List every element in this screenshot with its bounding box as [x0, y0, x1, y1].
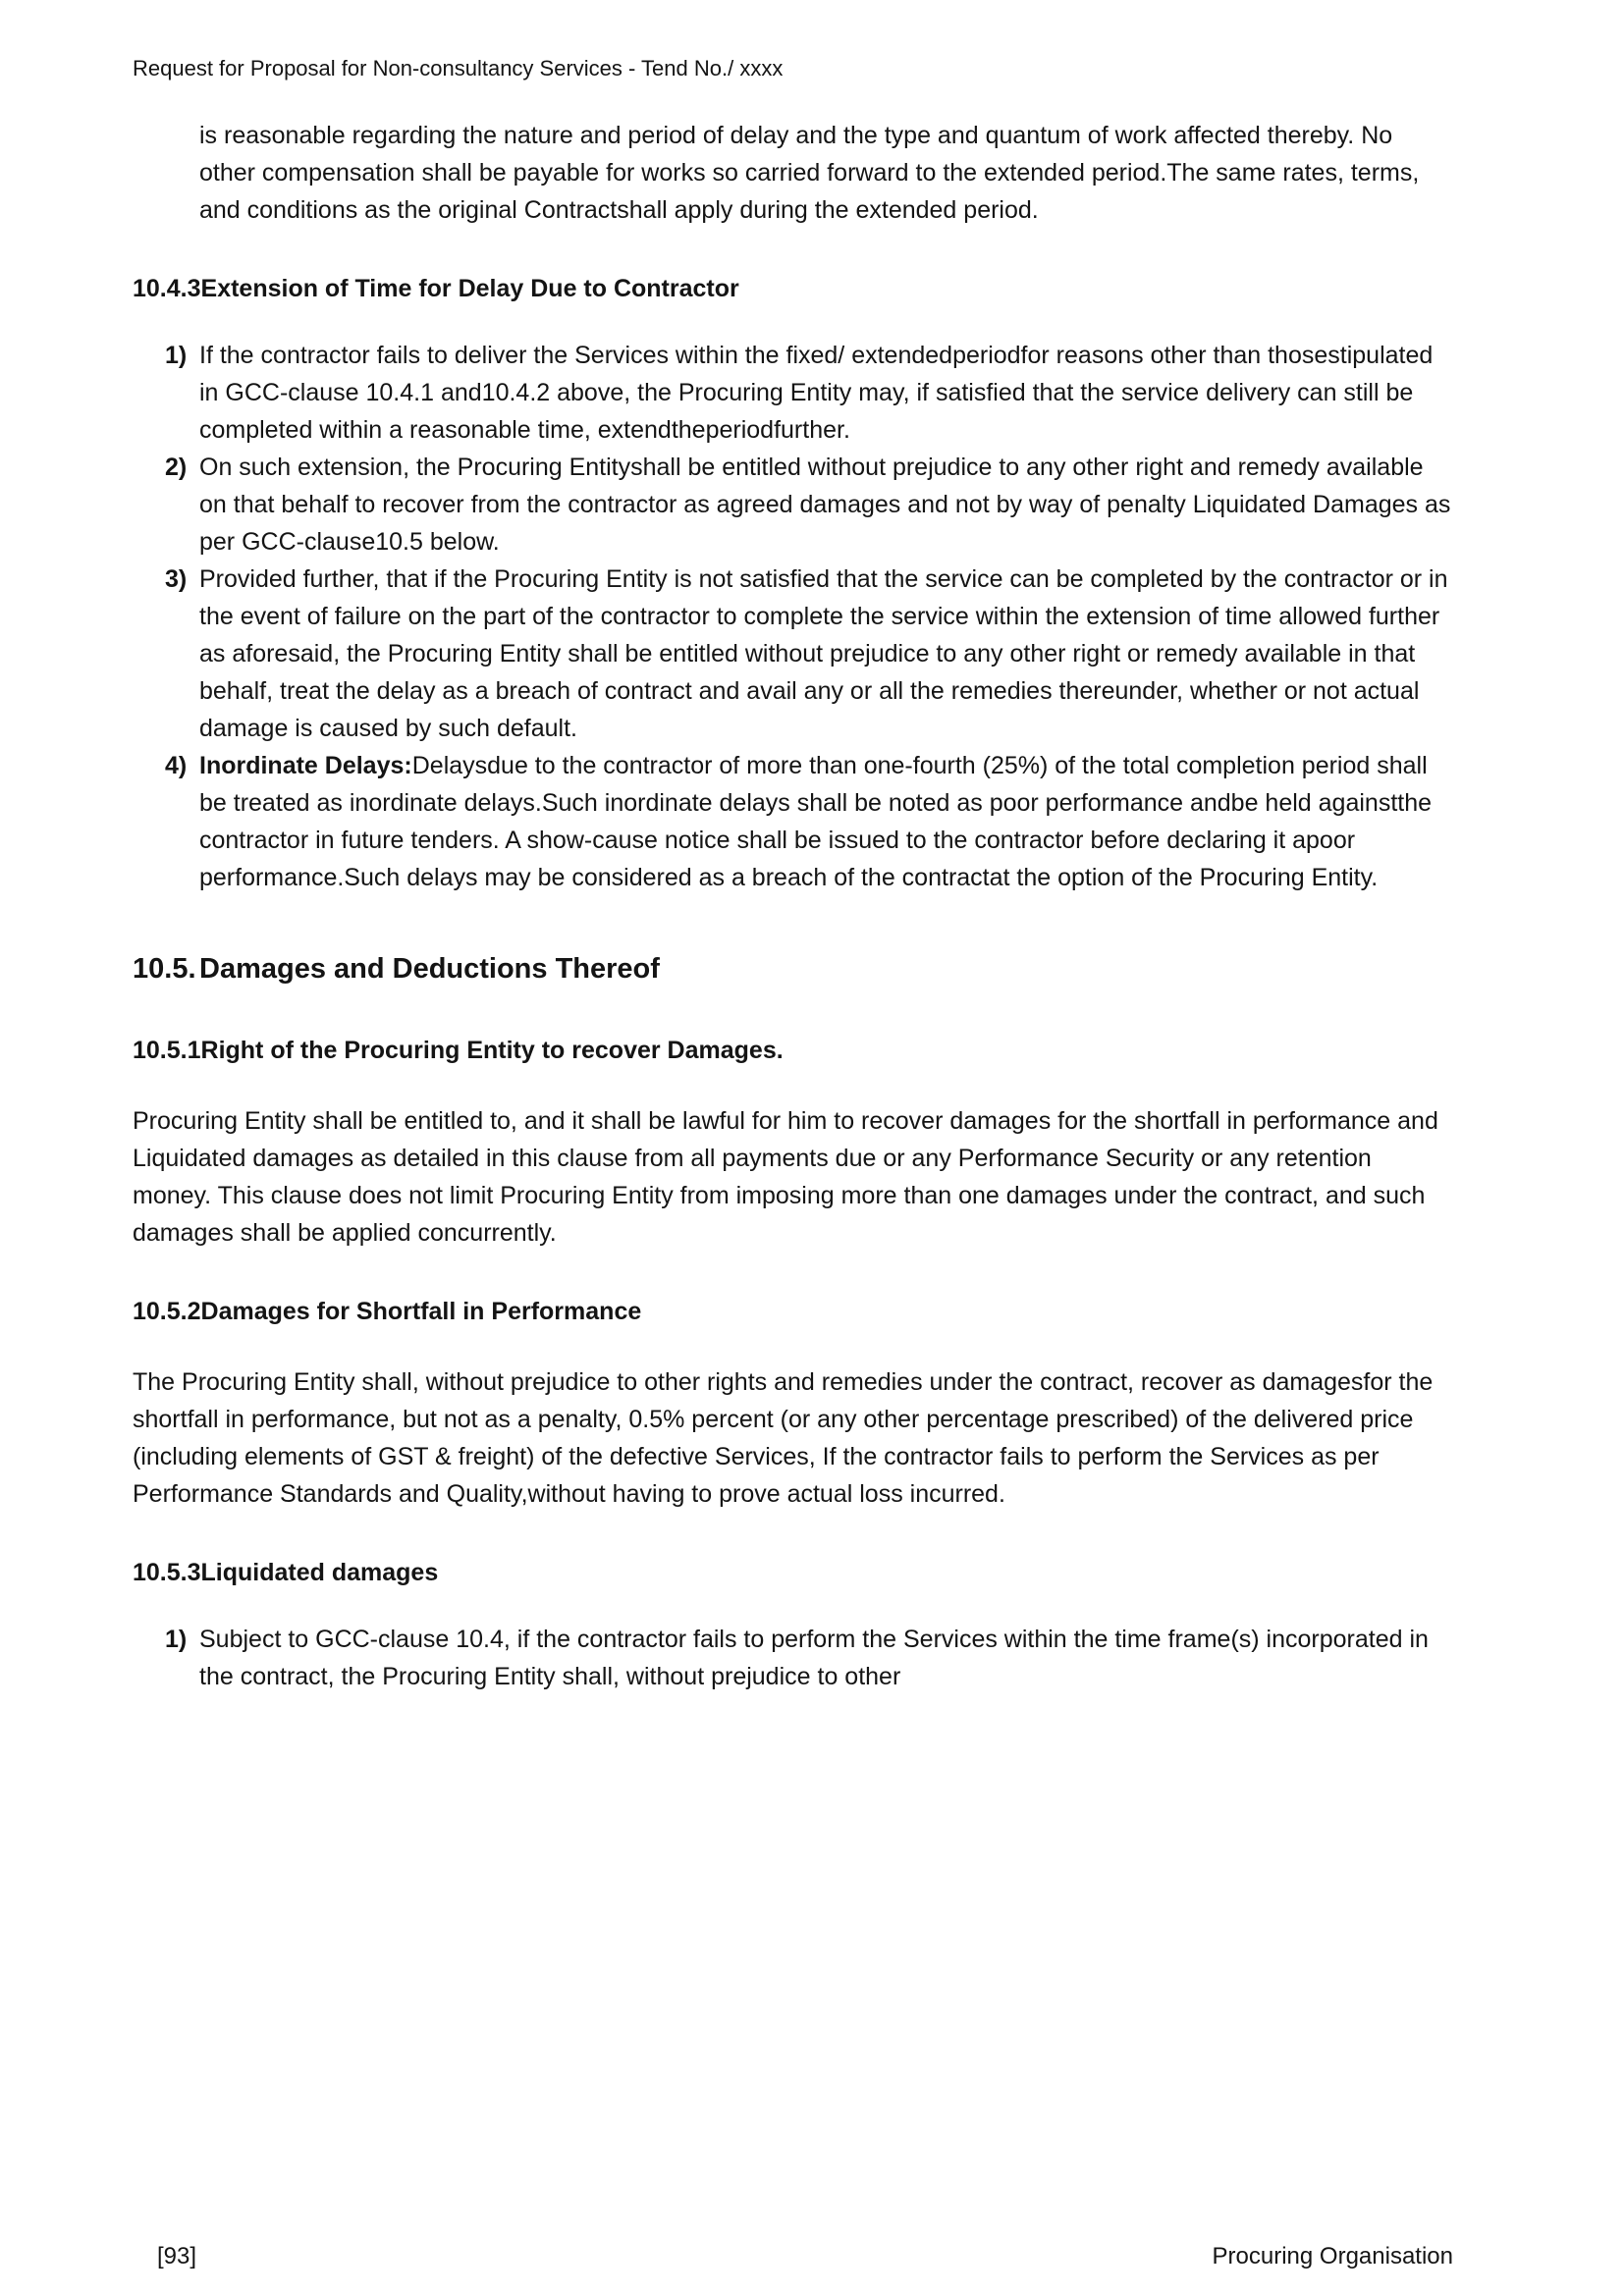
list-item-text: On such extension, the Procuring Entityshall be entitled without prejudice to any other right and remedy available on that behalf to recover from the contractor as agreed damages and not by way of penalty Liquidated Damages as per GCC-clause10.5 below. [199, 453, 1451, 556]
heading-title: Right of the Procuring Entity to recover Damages. [200, 1036, 784, 1064]
list-item-marker: 3) [165, 564, 188, 593]
footer-organisation: Procuring Organisation [1212, 2242, 1453, 2269]
list-item-marker: 1) [165, 1625, 188, 1653]
list-item-text: Delaysdue to the contractor of more than one-fourth (25%) of the total completion period shall be treated as inordinate delays.Such inordinate delays shall be noted as poor performance andbe held againstthe contractor in future tenders. A show-cause notice shall be issued to the contractor before declaring it apoor performance.Such delays may be considered as a breach of the contractat the option of the Procuring Entity. [199, 751, 1433, 891]
list-item [133, 1621, 1453, 1695]
continuation-paragraph: is reasonable regarding the nature and period of delay and the type and quantum of work affected thereby. No other compensation shall be payable for works so carried forward to the extended period.The same rates, terms, and conditions as the original Contractshall apply during the extended period. [199, 121, 1420, 224]
list-item [133, 337, 1453, 449]
heading-number: 10.5.2 [133, 1297, 201, 1325]
heading-10-5-1 [133, 1032, 1453, 1069]
page-header [0, 0, 1624, 83]
list-item-text: Provided further, that if the Procuring Entity is not satisfied that the service can be completed by the contractor or in the event of failure on the part of the contractor to complete the service within the extension of time allowed further as aforesaid, the Procuring Entity shall be entitled without prejudice to any other right or remedy available in that behalf, treat the delay as a breach of contract and avail any or all the remedies thereunder, whether or not actual damage is caused by such default. [199, 564, 1448, 742]
list-item [133, 747, 1453, 896]
paragraph-10-5-2: The Procuring Entity shall, without prejudice to other rights and remedies under the contract, recover as damagesfor the shortfall in performance, but not as a penalty, 0.5% percent (or any other percentage prescribed) of the delivered price (including elements of GST & freight) of the defective Services, If the contractor fails to perform the Services as per Performance Standards and Quality,without having to prove actual loss incurred. [133, 1367, 1434, 1508]
heading-10-5 [133, 947, 1453, 990]
list-item-marker: 1) [165, 341, 188, 369]
list-item-bold-lead: Inordinate Delays: [199, 751, 412, 779]
header-title: Request for Proposal for Non-consultancy Services - Tend No./ xxxx [133, 56, 784, 80]
list-item-marker: 2) [165, 453, 188, 481]
list-item-marker: 4) [165, 751, 188, 779]
heading-title: Damages for Shortfall in Performance [200, 1297, 642, 1325]
heading-title: Damages and Deductions Thereof [199, 952, 660, 985]
numbered-list-10-4-3 [133, 337, 1453, 896]
list-item [133, 561, 1453, 747]
list-item [133, 449, 1453, 561]
heading-10-5-2 [133, 1293, 1453, 1330]
paragraph-10-5-1: Procuring Entity shall be entitled to, and it shall be lawful for him to recover damages for the shortfall in performance and Liquidated damages as detailed in this clause from all payments due or any Performance Security or any retention money. This clause does not limit Procuring Entity from imposing more than one damages under the contract, and such damages shall be applied concurrently. [133, 1106, 1438, 1247]
heading-number: 10.5.3 [133, 1558, 201, 1586]
footer-page-number: [93] [157, 2242, 197, 2269]
list-item-text: If the contractor fails to deliver the Services within the fixed/ extendedperiodfor reasons other than thosestipulated in GCC-clause 10.4.1 and10.4.2 above, the Procuring Entity may, if satisfied that the service delivery can still be completed within a reasonable time, extendtheperiodfurther. [199, 341, 1434, 444]
heading-10-5-3 [133, 1554, 1453, 1591]
page-content [0, 117, 1624, 1695]
list-item-text: Subject to GCC-clause 10.4, if the contractor fails to perform the Services within the time frame(s) incorporated in the contract, the Procuring Entity shall, without prejudice to other [199, 1625, 1429, 1690]
heading-number: 10.5.1 [133, 1036, 201, 1064]
heading-title: Liquidated damages [200, 1558, 439, 1586]
heading-10-4-3 [133, 270, 1453, 307]
numbered-list-10-5-3 [133, 1621, 1453, 1695]
heading-number: 10.4.3 [133, 274, 201, 302]
page-footer [0, 2239, 1624, 2274]
heading-number: 10.5. [133, 952, 196, 985]
heading-title: Extension of Time for Delay Due to Contractor [200, 274, 739, 302]
